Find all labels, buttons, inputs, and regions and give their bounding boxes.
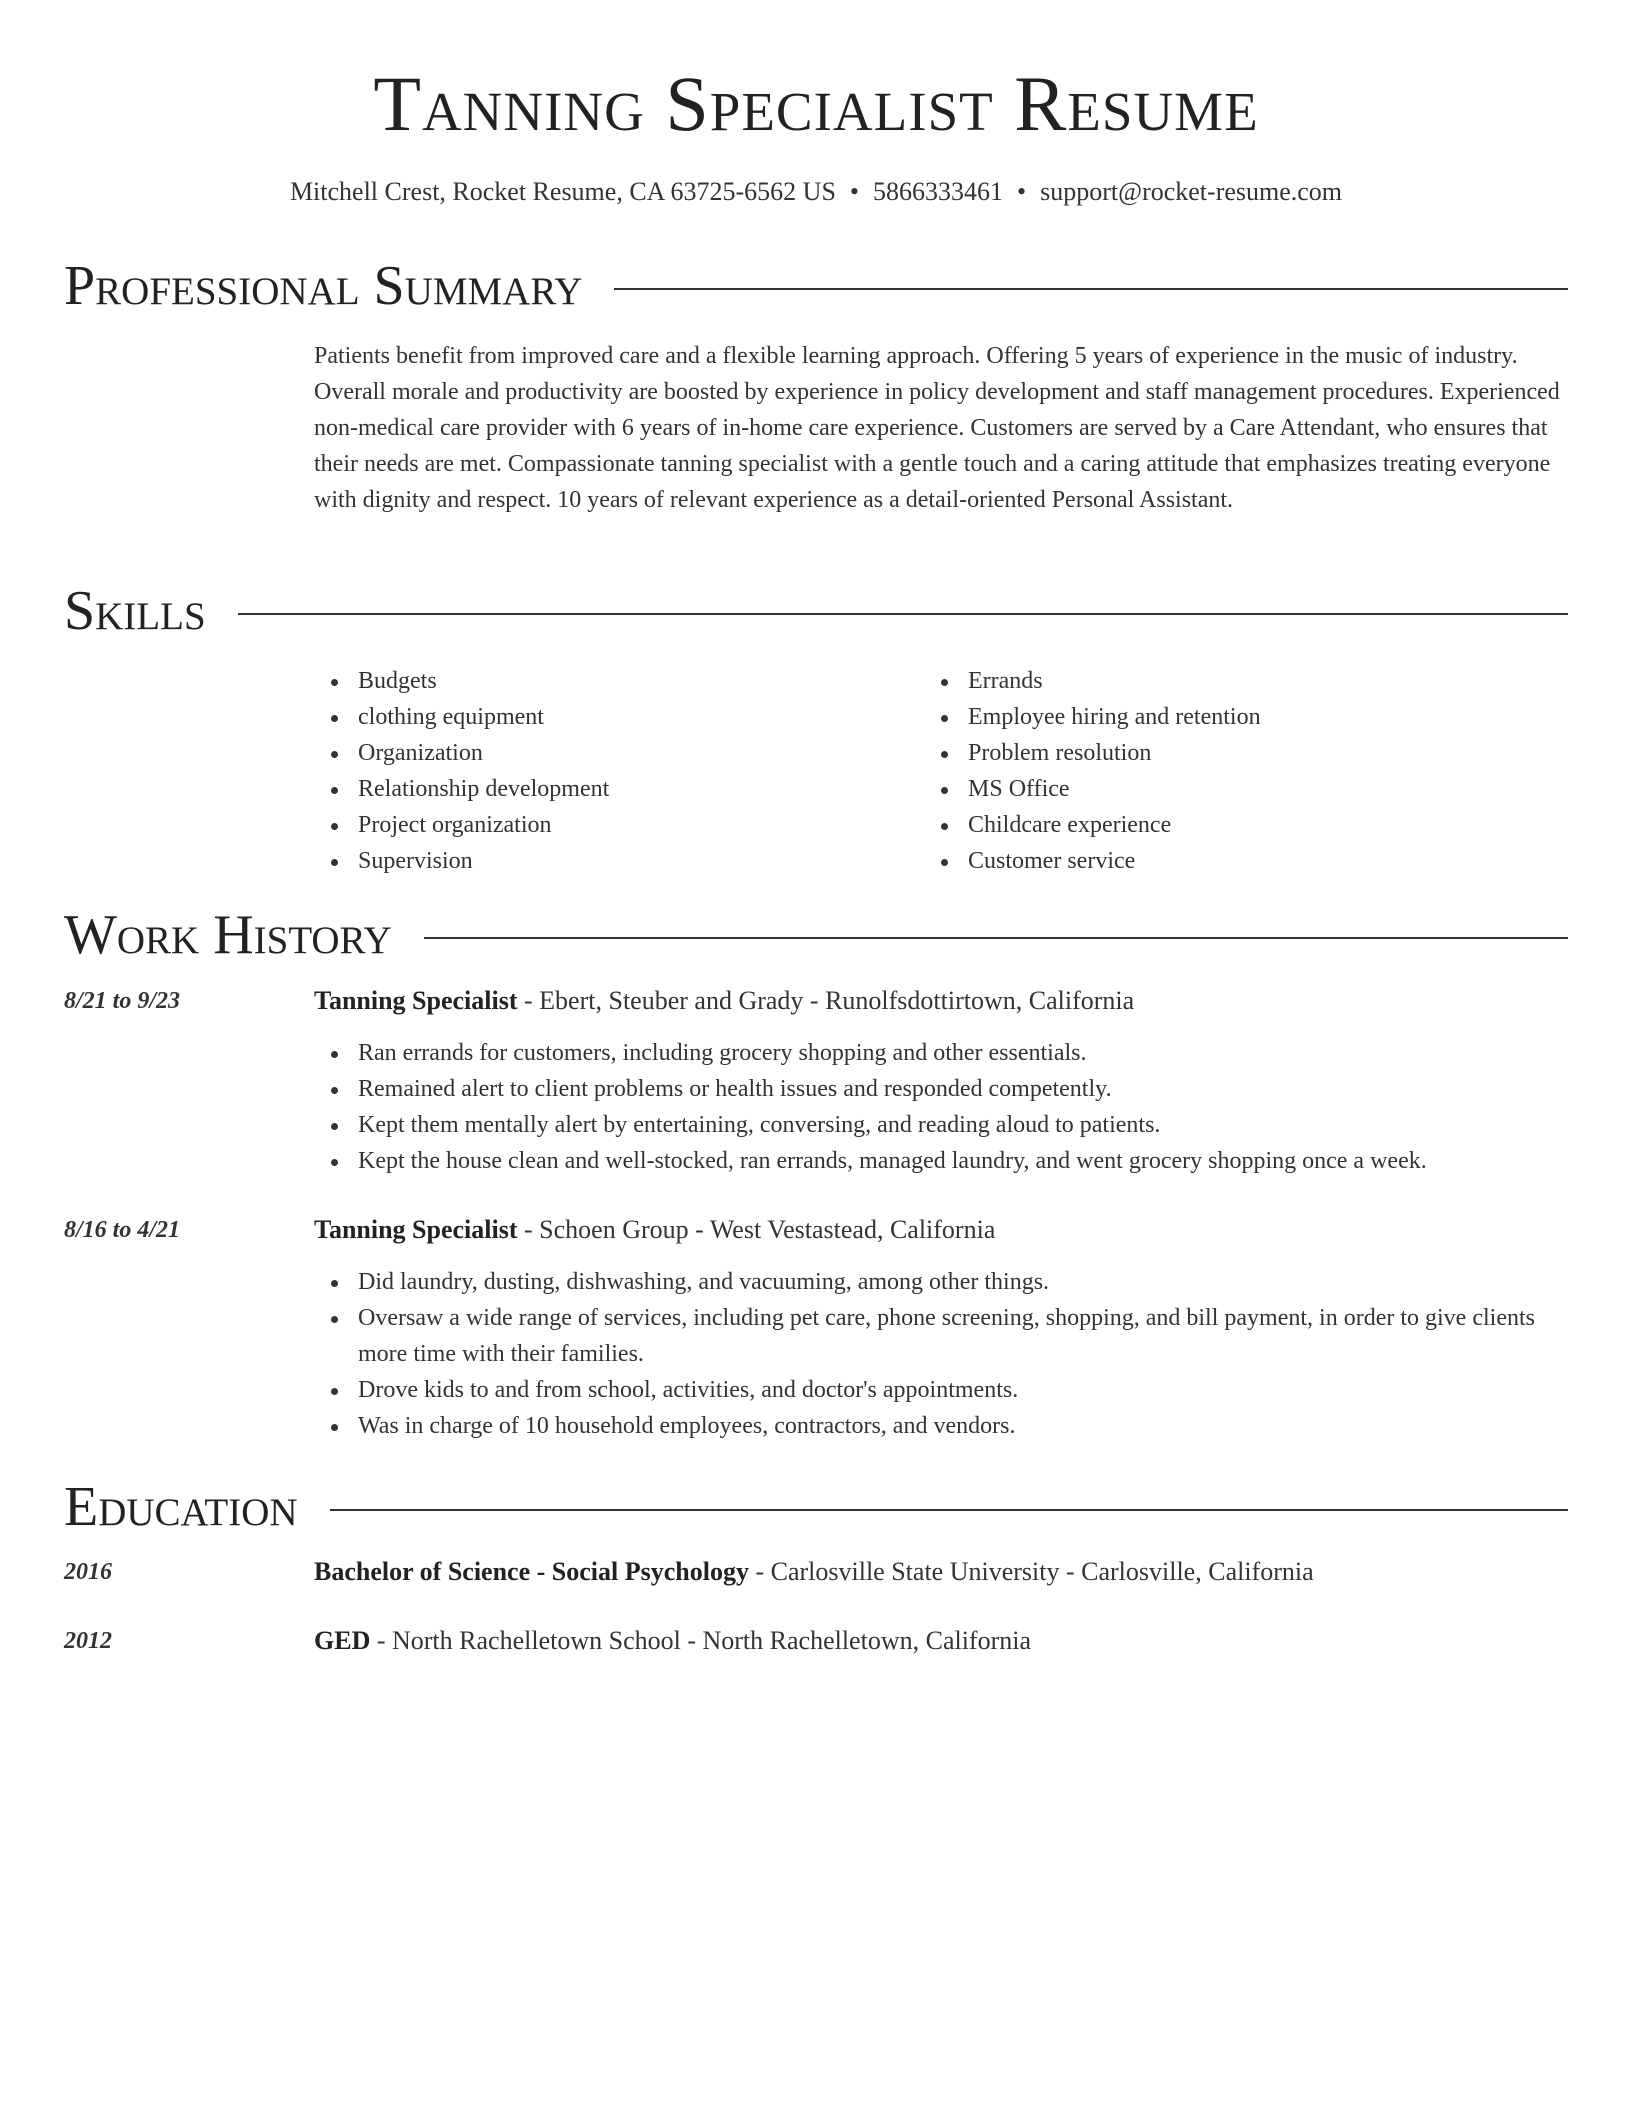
work-heading: Work History: [64, 904, 392, 966]
job-duty-item: Was in charge of 10 household employees, contractors, and vendors.: [314, 1408, 1570, 1444]
skills-column-left: [314, 663, 914, 879]
education-heading: Education: [64, 1476, 298, 1538]
section-divider: [424, 937, 1568, 939]
education-section-header: [64, 1475, 1568, 1539]
job-duty-item: Did laundry, dusting, dishwashing, and vacuuming, among other things.: [314, 1264, 1570, 1300]
job-duty-item: Remained alert to client problems or health issues and responded competently.: [314, 1071, 1570, 1107]
education-entry: [314, 1623, 1570, 1659]
summary-text: Patients benefit from improved care and a flexible learning approach. Offering 5 years of experience in the music of industry. Overall morale and productivity are boosted by experience in policy development and staff management procedures. Experienced non-medical care provider with 6 years of in-home care experience. Customers are served by a Care Attendant, who ensures that their needs are met. Compassionate tanning specialist with a gentle touch and a caring attitude that emphasizes treating everyone with dignity and respect. 10 years of relevant experience as a detail-oriented Personal Assistant.: [314, 343, 1560, 513]
skills-section-header: [64, 579, 1568, 643]
education-entry: [314, 1554, 1570, 1590]
summary-heading: Professional Summary: [64, 255, 583, 317]
skill-item: MS Office: [924, 771, 1564, 807]
skill-item: clothing equipment: [314, 699, 914, 735]
skill-item: Supervision: [314, 843, 914, 879]
contact-line: [0, 176, 1632, 208]
skill-item: Organization: [314, 735, 914, 771]
job-dates: 8/21 to 9/23: [64, 988, 181, 1014]
skill-item: Problem resolution: [924, 735, 1564, 771]
skills-column-right: [924, 663, 1564, 879]
education-school: - Carlosville State University - Carlosville, California: [748, 1557, 1314, 1586]
resume-title: Tanning Specialist Resume: [373, 60, 1259, 147]
job-title: Tanning Specialist: [314, 986, 518, 1015]
contact-separator: •: [1017, 177, 1027, 206]
job-heading: [314, 1212, 1570, 1248]
section-divider: [330, 1509, 1568, 1511]
job-duties: [314, 1264, 1570, 1444]
job-duty-item: Oversaw a wide range of services, including pet care, phone screening, shopping, and bill payment, in order to give clients more time with their families.: [314, 1300, 1570, 1372]
education-degree: GED: [314, 1626, 371, 1655]
skill-item: Childcare experience: [924, 807, 1564, 843]
job-dates: 8/16 to 4/21: [64, 1217, 181, 1243]
job-duty-item: Kept the house clean and well-stocked, ran errands, managed laundry, and went grocery shopping once a week.: [314, 1143, 1570, 1179]
education-degree: Bachelor of Science - Social Psychology: [314, 1557, 749, 1586]
contact-address: Mitchell Crest, Rocket Resume, CA 63725-6562 US: [289, 177, 836, 206]
job-duty-item: Kept them mentally alert by entertaining, conversing, and reading aloud to patients.: [314, 1107, 1570, 1143]
skill-item: Relationship development: [314, 771, 914, 807]
job-employer: - Ebert, Steuber and Grady - Runolfsdottirtown, California: [517, 986, 1135, 1015]
job-heading: [314, 983, 1570, 1019]
education-school: - North Rachelletown School - North Rachelletown, California: [370, 1626, 1032, 1655]
skills-heading: Skills: [64, 580, 206, 642]
work-section-header: [64, 903, 1568, 967]
skill-item: Budgets: [314, 663, 914, 699]
education-year: 2016: [64, 1559, 112, 1585]
job-title: Tanning Specialist: [314, 1215, 518, 1244]
summary-section-header: [64, 254, 1568, 318]
job-duty-item: Drove kids to and from school, activities, and doctor's appointments.: [314, 1372, 1570, 1408]
section-divider: [238, 613, 1568, 615]
contact-phone: 5866333461: [873, 177, 1004, 206]
education-year: 2012: [64, 1628, 112, 1654]
skill-item: Project organization: [314, 807, 914, 843]
skill-item: Errands: [924, 663, 1564, 699]
job-duty-item: Ran errands for customers, including grocery shopping and other essentials.: [314, 1035, 1570, 1071]
job-employer: - Schoen Group - West Vestastead, California: [517, 1215, 996, 1244]
skill-item: Employee hiring and retention: [924, 699, 1564, 735]
skill-item: Customer service: [924, 843, 1564, 879]
contact-separator: •: [849, 177, 860, 206]
section-divider: [614, 288, 1568, 290]
contact-email: support@rocket-resume.com: [1040, 177, 1343, 206]
job-duties: [314, 1035, 1570, 1179]
